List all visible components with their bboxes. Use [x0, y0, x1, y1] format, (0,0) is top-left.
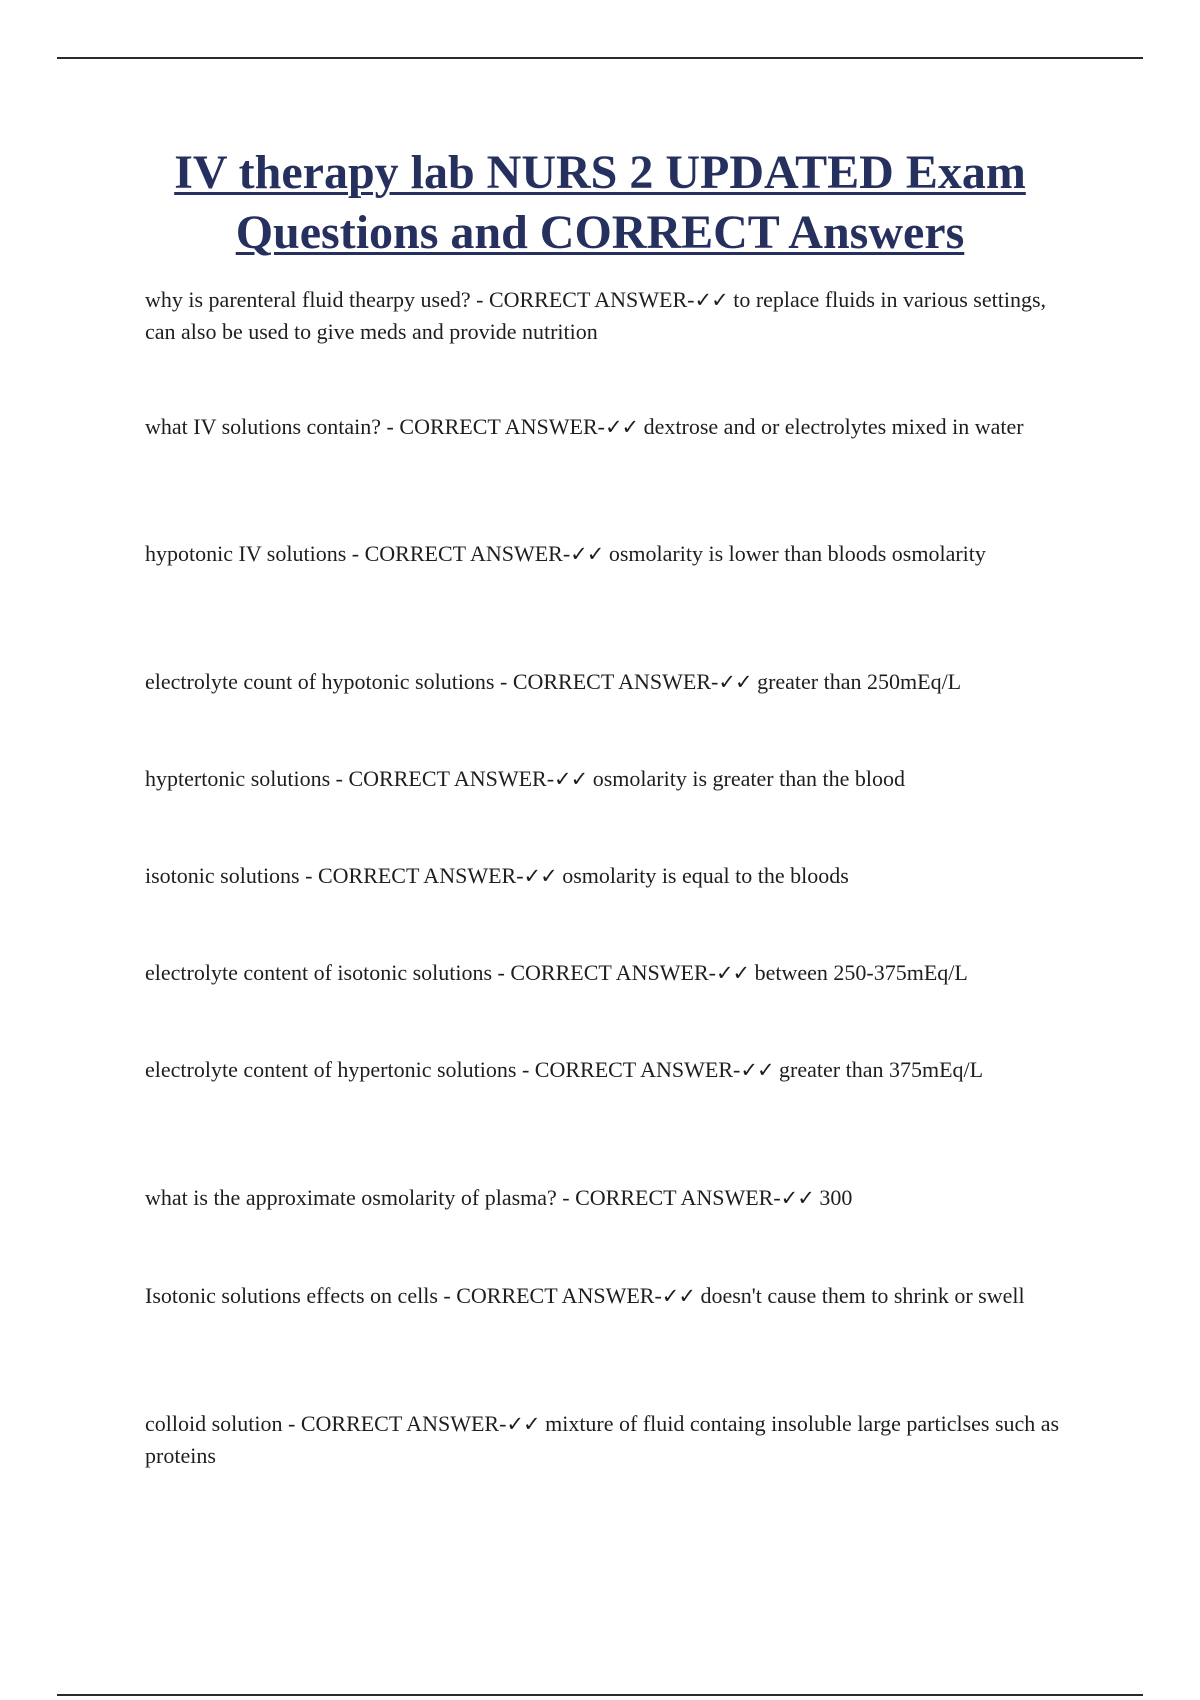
qa-answer: greater than 375mEq/L — [773, 1057, 984, 1082]
qa-term: what is the approximate osmolarity of plasma? - — [145, 1185, 576, 1210]
correct-answer-label: CORRECT ANSWER- — [534, 1057, 741, 1082]
double-check-icon: ✓✓ — [604, 415, 639, 439]
double-check-icon: ✓✓ — [506, 1412, 540, 1436]
qa-item — [145, 411, 1065, 443]
qa-term: why is parenteral fluid thearpy used? - — [145, 287, 489, 312]
double-check-icon: ✓✓ — [694, 288, 728, 312]
correct-answer-label: CORRECT ANSWER- — [512, 669, 719, 694]
document-title-line-2: Questions and CORRECT Answers — [235, 206, 965, 259]
qa-item — [145, 284, 1065, 347]
double-check-icon: ✓✓ — [523, 864, 557, 888]
qa-term: isotonic solutions - — [145, 863, 318, 888]
double-check-icon: ✓✓ — [715, 961, 750, 985]
qa-item — [145, 538, 1065, 570]
qa-answer: osmolarity is greater than the blood — [587, 766, 905, 791]
double-check-icon: ✓✓ — [740, 1058, 774, 1082]
qa-item — [145, 666, 1065, 698]
qa-term: what IV solutions contain? - — [145, 414, 400, 439]
qa-item — [145, 1054, 1065, 1086]
correct-answer-label: CORRECT ANSWER- — [364, 541, 571, 566]
double-check-icon: ✓✓ — [661, 1284, 695, 1308]
double-check-icon: ✓✓ — [570, 542, 604, 566]
qa-item — [145, 1408, 1065, 1471]
qa-term: hyptertonic solutions - — [145, 766, 349, 791]
qa-term: colloid solution - — [145, 1411, 301, 1436]
qa-answer: 300 — [813, 1185, 853, 1210]
qa-term: electrolyte content of hypertonic solutions - — [145, 1057, 535, 1082]
qa-answer: between 250-375mEq/L — [749, 960, 968, 985]
qa-answer: doesn't cause them to shrink or swell — [694, 1283, 1025, 1308]
qa-item — [145, 1280, 1065, 1312]
qa-term: Isotonic solutions effects on cells - — [145, 1283, 457, 1308]
qa-item — [145, 1182, 1065, 1214]
double-check-icon: ✓✓ — [780, 1186, 814, 1210]
document-title-line-1: IV therapy lab NURS 2 UPDATED Exam — [174, 146, 1026, 199]
qa-term: electrolyte content of isotonic solutions - — [145, 960, 511, 985]
qa-term: hypotonic IV solutions - — [145, 541, 365, 566]
qa-answer: osmolarity is lower than bloods osmolarity — [603, 541, 986, 566]
correct-answer-label: CORRECT ANSWER- — [317, 863, 524, 888]
qa-term: electrolyte count of hypotonic solutions - — [145, 669, 513, 694]
qa-answer: greater than 250mEq/L — [751, 669, 962, 694]
double-check-icon: ✓✓ — [718, 670, 752, 694]
correct-answer-label: CORRECT ANSWER- — [348, 766, 555, 791]
correct-answer-label: CORRECT ANSWER- — [456, 1283, 662, 1308]
correct-answer-label: CORRECT ANSWER- — [575, 1185, 781, 1210]
correct-answer-label: CORRECT ANSWER- — [488, 287, 695, 312]
correct-answer-label: CORRECT ANSWER- — [510, 960, 716, 985]
correct-answer-label: CORRECT ANSWER- — [300, 1411, 507, 1436]
qa-answer: to replace fluids in various settings, can also be used to give meds and provide nutrition — [145, 287, 1047, 344]
qa-answer: dextrose and or electrolytes mixed in water — [638, 414, 1024, 439]
qa-answer: osmolarity is equal to the bloods — [556, 863, 849, 888]
qa-item — [145, 860, 1065, 892]
qa-item — [145, 957, 1065, 989]
double-check-icon: ✓✓ — [554, 767, 588, 791]
qa-answer: mixture of fluid containg insoluble large particlses such as proteins — [145, 1411, 1060, 1468]
page-bottom-rule — [57, 1694, 1143, 1696]
correct-answer-label: CORRECT ANSWER- — [399, 414, 605, 439]
qa-item — [145, 763, 1065, 795]
